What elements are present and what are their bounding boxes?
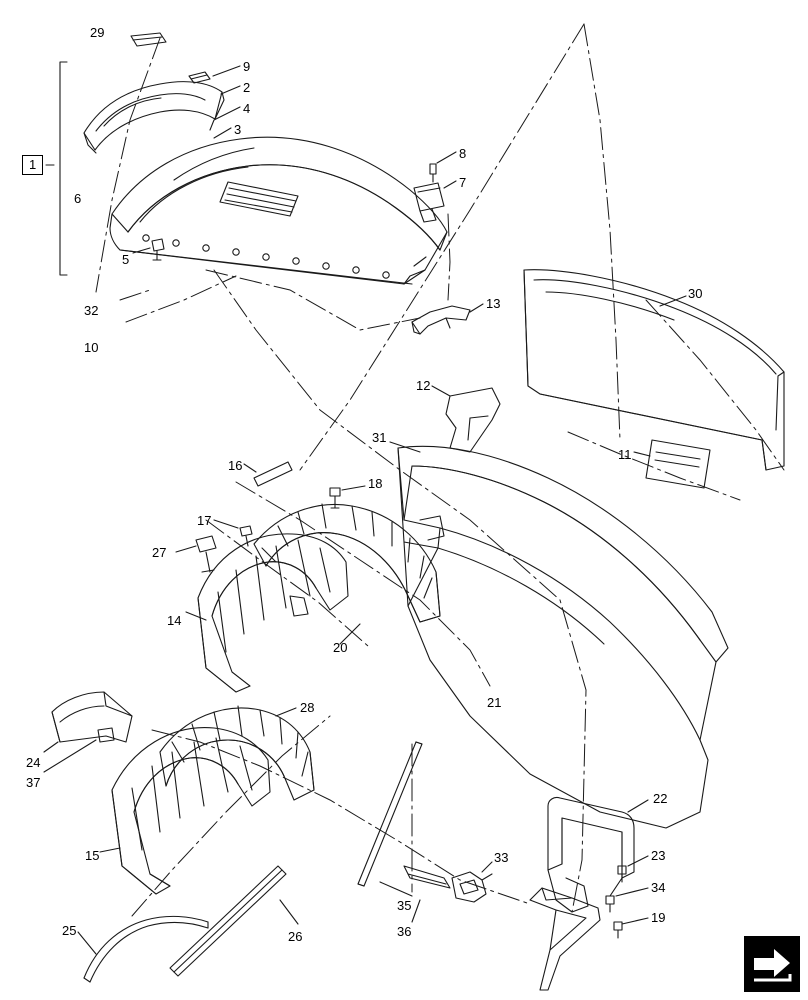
callout-35: 35 xyxy=(397,898,412,913)
callout-14: 14 xyxy=(167,613,182,628)
callout-20: 20 xyxy=(333,640,348,655)
callout-33: 33 xyxy=(494,850,509,865)
arrow-icon xyxy=(744,936,800,992)
callout-28: 28 xyxy=(300,700,315,715)
callout-26: 26 xyxy=(288,929,303,944)
callout-23: 23 xyxy=(651,848,666,863)
callout-30: 30 xyxy=(688,286,703,301)
callout-12: 12 xyxy=(416,378,431,393)
callout-22: 22 xyxy=(653,791,668,806)
callout-27: 27 xyxy=(152,545,167,560)
callout-29: 29 xyxy=(90,25,105,40)
callout-36: 36 xyxy=(397,924,412,939)
callout-6: 6 xyxy=(74,191,82,206)
callout-31: 31 xyxy=(372,430,387,445)
callout-2: 2 xyxy=(243,80,251,95)
callout-18: 18 xyxy=(368,476,383,491)
callout-10: 10 xyxy=(84,340,99,355)
callout-9: 9 xyxy=(243,59,251,74)
callout-16: 16 xyxy=(228,458,243,473)
callout-24: 24 xyxy=(26,755,41,770)
callout-25: 25 xyxy=(62,923,77,938)
callout-37: 37 xyxy=(26,775,41,790)
callout-5: 5 xyxy=(122,252,130,267)
callout-3: 3 xyxy=(234,122,242,137)
callout-11: 11 xyxy=(618,447,632,462)
callout-21: 21 xyxy=(487,695,502,710)
callout-19: 19 xyxy=(651,910,666,925)
callout-13: 13 xyxy=(486,296,501,311)
callout-4: 4 xyxy=(243,101,251,116)
callout-17: 17 xyxy=(197,513,212,528)
callout-group-1: 1 xyxy=(22,155,43,175)
callout-8: 8 xyxy=(459,146,467,161)
corner-arrow-logo xyxy=(744,936,800,992)
callout-7: 7 xyxy=(459,175,467,190)
callout-15: 15 xyxy=(85,848,100,863)
callout-34: 34 xyxy=(651,880,666,895)
callout-32: 32 xyxy=(84,303,99,318)
